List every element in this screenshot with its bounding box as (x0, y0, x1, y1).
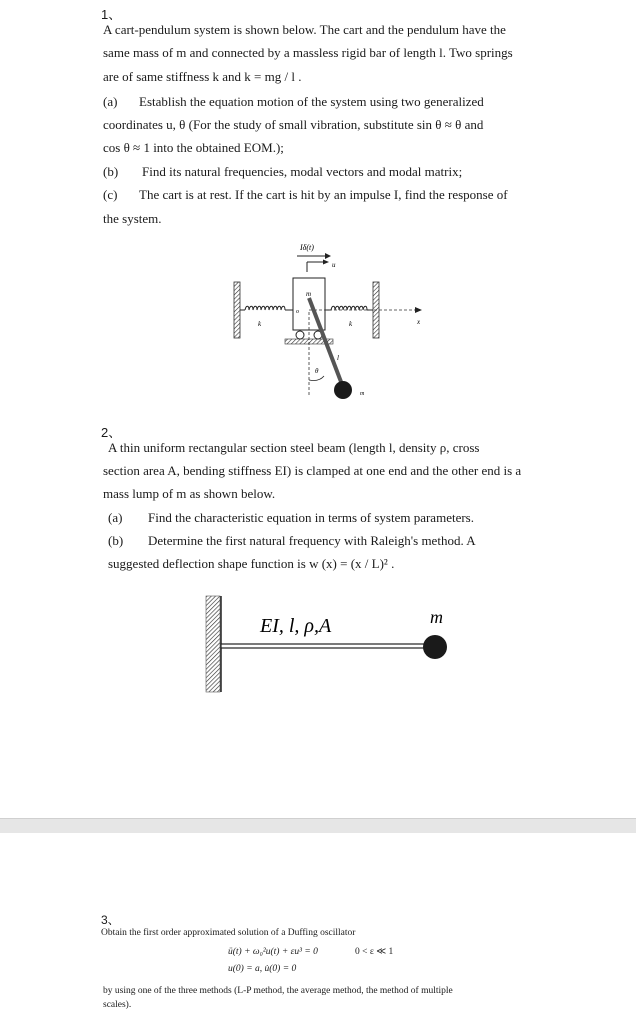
cart-mass-label: m (306, 290, 312, 298)
u-arrow-icon (323, 260, 329, 265)
problem-1-number: 1、 (101, 7, 122, 22)
problem-3-line-2: by using one of the three methods (L-P method, the average method, the method of multiple (103, 986, 453, 996)
problem-3-number: 3、 (101, 913, 120, 927)
left-wheel (296, 331, 304, 339)
problem-2-line-2: section area A, bending stiffness EI) is clamped at one end and the other end is a (103, 463, 522, 478)
problem-2-line-3: mass lump of m as shown below. (103, 486, 276, 501)
beam (221, 644, 435, 648)
rod-length-label: l (337, 354, 339, 362)
problem-1c-line-2: the system. (103, 211, 162, 226)
k-left-label: k (258, 320, 262, 328)
problem-1b-text: Find its natural frequencies, modal vectors and modal matrix; (142, 164, 463, 179)
beam-parameters-label: EI, l, ρ,A (260, 615, 332, 637)
problem-2-line-1: A thin uniform rectangular section steel beam (length l, density ρ, cross (108, 440, 480, 455)
problem-1a-line-3: cos θ ≈ 1 into the obtained EOM.); (103, 140, 284, 155)
problem-2b-label: (b) (108, 533, 124, 548)
cart-pendulum-figure (225, 240, 435, 400)
mass-lump (423, 635, 447, 659)
problem-3-equation-1: ü(t) + ω₀²u(t) + εu³ = 0 (228, 947, 318, 957)
pendulum-bob (334, 381, 352, 399)
x-axis-arrow-icon (415, 307, 422, 313)
problem-1c-label: (c) (103, 187, 118, 202)
problem-1a-line-2: coordinates u, θ (For the study of small vibration, substitute sin θ ≈ θ and (103, 117, 484, 132)
bob-mass-label: m (360, 391, 365, 397)
problem-1-line-3: are of same stiffness k and k = mg / l . (103, 69, 302, 84)
problem-1a-label: (a) (103, 94, 118, 109)
problem-2b-line-1: Determine the first natural frequency with Raleigh's method. A (148, 533, 476, 548)
impulse-label: Iδ(t) (300, 243, 314, 252)
mass-lump-label: m (430, 607, 443, 627)
problem-1c-line-1: The cart is at rest. If the cart is hit by an impulse I, find the response of (139, 187, 508, 202)
k-right-label: k (349, 320, 353, 328)
theta-label: θ (315, 367, 319, 375)
problem-2-number: 2、 (101, 425, 122, 440)
problem-3-condition: 0 < ε ≪ 1 (355, 947, 394, 957)
page-bottom (0, 833, 636, 1014)
problem-1a-line-1: Establish the equation motion of the system using two generalized (139, 94, 484, 109)
page-separator (0, 818, 636, 834)
problem-1-line-1: A cart-pendulum system is shown below. The cart and the pendulum have the (103, 22, 506, 37)
problem-1-line-2: same mass of m and connected by a massless rigid bar of length l. Two springs (103, 45, 513, 60)
problem-2b-line-2: suggested deflection shape function is w (x) = (x / L)² . (108, 556, 395, 571)
problem-1b-label: (b) (103, 164, 119, 179)
problem-3-equation-2: u(0) = a, u̇(0) = 0 (228, 964, 297, 974)
clamped-wall (206, 596, 220, 692)
problem-2a-text: Find the characteristic equation in terms of system parameters. (148, 510, 474, 525)
problem-2a-label: (a) (108, 510, 123, 525)
left-spring (240, 306, 293, 310)
origin-label: o (296, 309, 299, 315)
u-label: u (332, 261, 336, 269)
problem-3-line-1: Obtain the first order approximated solution of a Duffing oscillator (101, 928, 356, 938)
x-axis-label: x (417, 318, 421, 326)
problem-3-line-3: scales). (103, 1000, 132, 1010)
clamped-beam-figure (200, 590, 460, 700)
left-wall (234, 282, 240, 338)
right-spring (325, 306, 373, 310)
impulse-arrow-icon (325, 253, 331, 259)
